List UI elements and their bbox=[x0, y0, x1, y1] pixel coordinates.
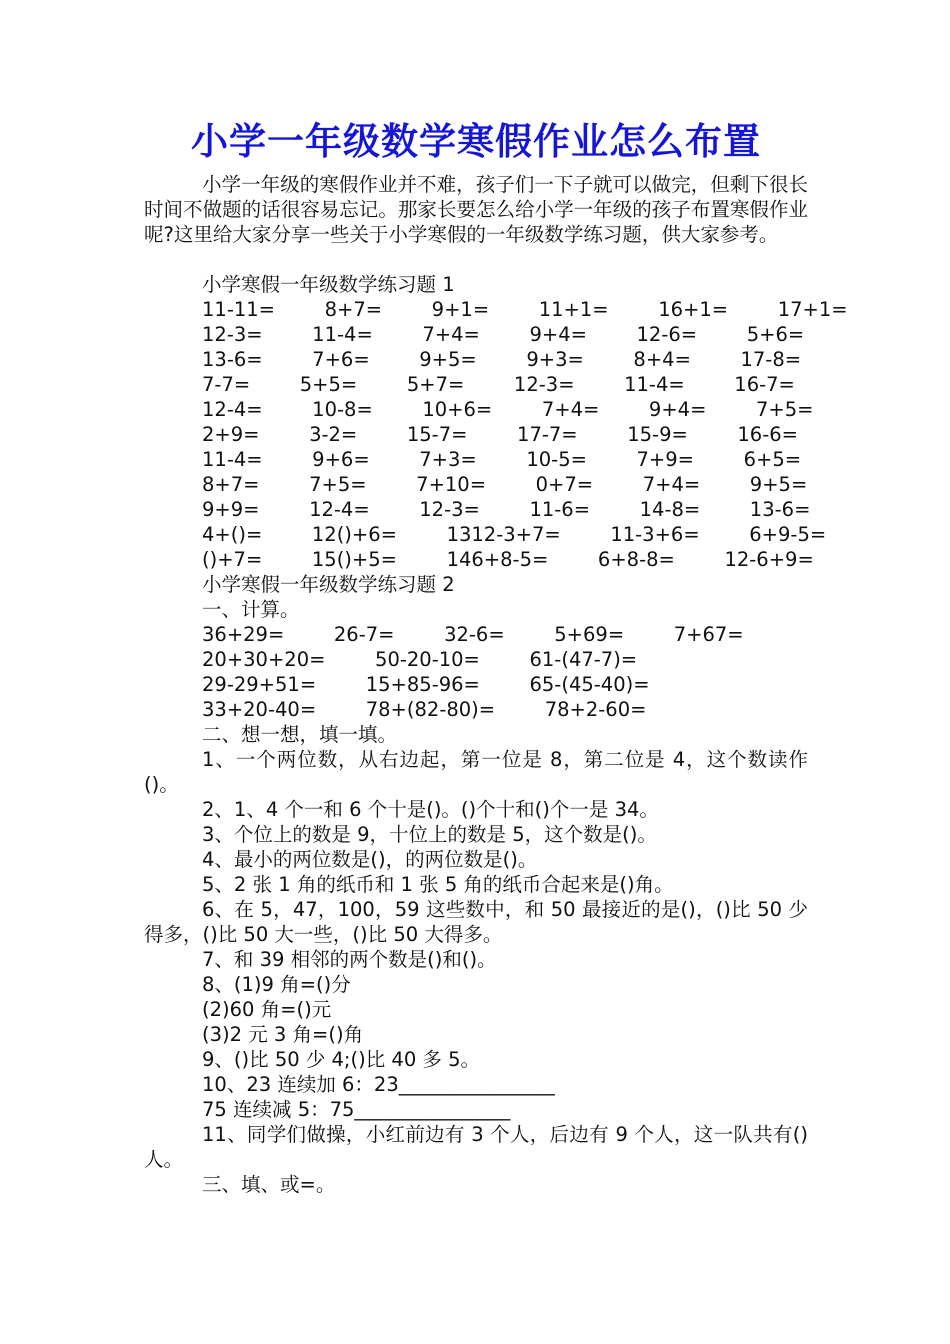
text-line: 13-6= 7+6= 9+5= 9+3= 8+4= 17-8= bbox=[202, 348, 802, 371]
text-line: (3)2 元 3 角=()角 bbox=[202, 1023, 364, 1046]
question-lines-2-5 bbox=[144, 797, 808, 897]
text-line: 4、最小的两位数是()，的两位数是()。 bbox=[202, 848, 538, 871]
text-line: 3、个位上的数是 9，十位上的数是 5，这个数是()。 bbox=[202, 823, 657, 846]
text-line: 9+9= 12-4= 12-3= 11-6= 14-8= 13-6= bbox=[202, 498, 811, 521]
exercise-lines bbox=[144, 272, 848, 747]
text-line: ()+7= 15()+5= 146+8-5= 6+8-8= 12-6+9= bbox=[202, 548, 814, 571]
document-page bbox=[144, 118, 848, 1197]
text-line: 2、1、4 个一和 6 个十是()。()个十和()个一是 34。 bbox=[202, 798, 659, 821]
text-line: 4+()= 12()+6= 1312-3+7= 11-3+6= 6+9-5= bbox=[202, 523, 827, 546]
question-lines-7-10 bbox=[144, 947, 808, 1122]
question-6: 6、在 5，47，100，59 这些数中，和 50 最接近的是()，()比 50 少得多，()比 50 大一些，()比 50 大得多。 bbox=[144, 898, 808, 946]
text-line: 8、(1)9 角=()分 bbox=[202, 973, 351, 996]
text-line: 一、计算。 bbox=[202, 598, 300, 621]
text-line: 75 连续减 5：75________________ bbox=[202, 1098, 511, 1121]
text-line: 10、23 连续加 6：23________________ bbox=[202, 1073, 555, 1096]
text-line: 5、2 张 1 角的纸币和 1 张 5 角的纸币合起来是()角。 bbox=[202, 873, 674, 896]
text-line: (2)60 角=()元 bbox=[202, 998, 332, 1021]
text-line: 2+9= 3-2= 15-7= 17-7= 15-9= 16-6= bbox=[202, 423, 798, 446]
text-line: 11-11= 8+7= 9+1= 11+1= 16+1= 17+1= bbox=[202, 298, 848, 321]
text-line: 8+7= 7+5= 7+10= 0+7= 7+4= 9+5= bbox=[202, 473, 808, 496]
text-line: 36+29= 26-7= 32-6= 5+69= 7+67= bbox=[202, 623, 744, 646]
text-line: 12-4= 10-8= 10+6= 7+4= 9+4= 7+5= bbox=[202, 398, 814, 421]
section-3-heading: 三、填、或=。 bbox=[202, 1173, 336, 1196]
text-line: 20+30+20= 50-20-10= 61-(47-7)= bbox=[202, 648, 638, 671]
text-line: 12-3= 11-4= 7+4= 9+4= 12-6= 5+6= bbox=[202, 323, 805, 346]
text-line: 7、和 39 相邻的两个数是()和()。 bbox=[202, 948, 497, 971]
text-line: 29-29+51= 15+85-96= 65-(45-40)= bbox=[202, 673, 650, 696]
text-line: 9、()比 50 少 4;()比 40 多 5。 bbox=[202, 1048, 481, 1071]
question-11: 11、同学们做操，小红前边有 3 个人，后边有 9 个人，这一队共有()人。 bbox=[144, 1123, 808, 1171]
text-line: 7-7= 5+5= 5+7= 12-3= 11-4= 16-7= bbox=[202, 373, 795, 396]
intro-block bbox=[144, 172, 808, 247]
intro-paragraph: 小学一年级的寒假作业并不难，孩子们一下子就可以做完，但剩下很长时间不做题的话很容易忘记。那家长要怎么给小学一年级的孩子布置寒假作业呢?这里给大家分享一些关于小学寒假的一年级数学练习题，供大家参考。 bbox=[144, 173, 808, 246]
text-line: 33+20-40= 78+(82-80)= 78+2-60= bbox=[202, 698, 647, 721]
text-line: 小学寒假一年级数学练习题 2 bbox=[202, 573, 455, 596]
page-title: 小学一年级数学寒假作业怎么布置 bbox=[191, 120, 761, 163]
text-line: 11-4= 9+6= 7+3= 10-5= 7+9= 6+5= bbox=[202, 448, 802, 471]
question-1: 1、一个两位数，从右边起，第一位是 8，第二位是 4，这个数读作()。 bbox=[144, 748, 808, 796]
text-line: 二、想一想，填一填。 bbox=[202, 723, 398, 746]
text-line: 小学寒假一年级数学练习题 1 bbox=[202, 273, 455, 296]
